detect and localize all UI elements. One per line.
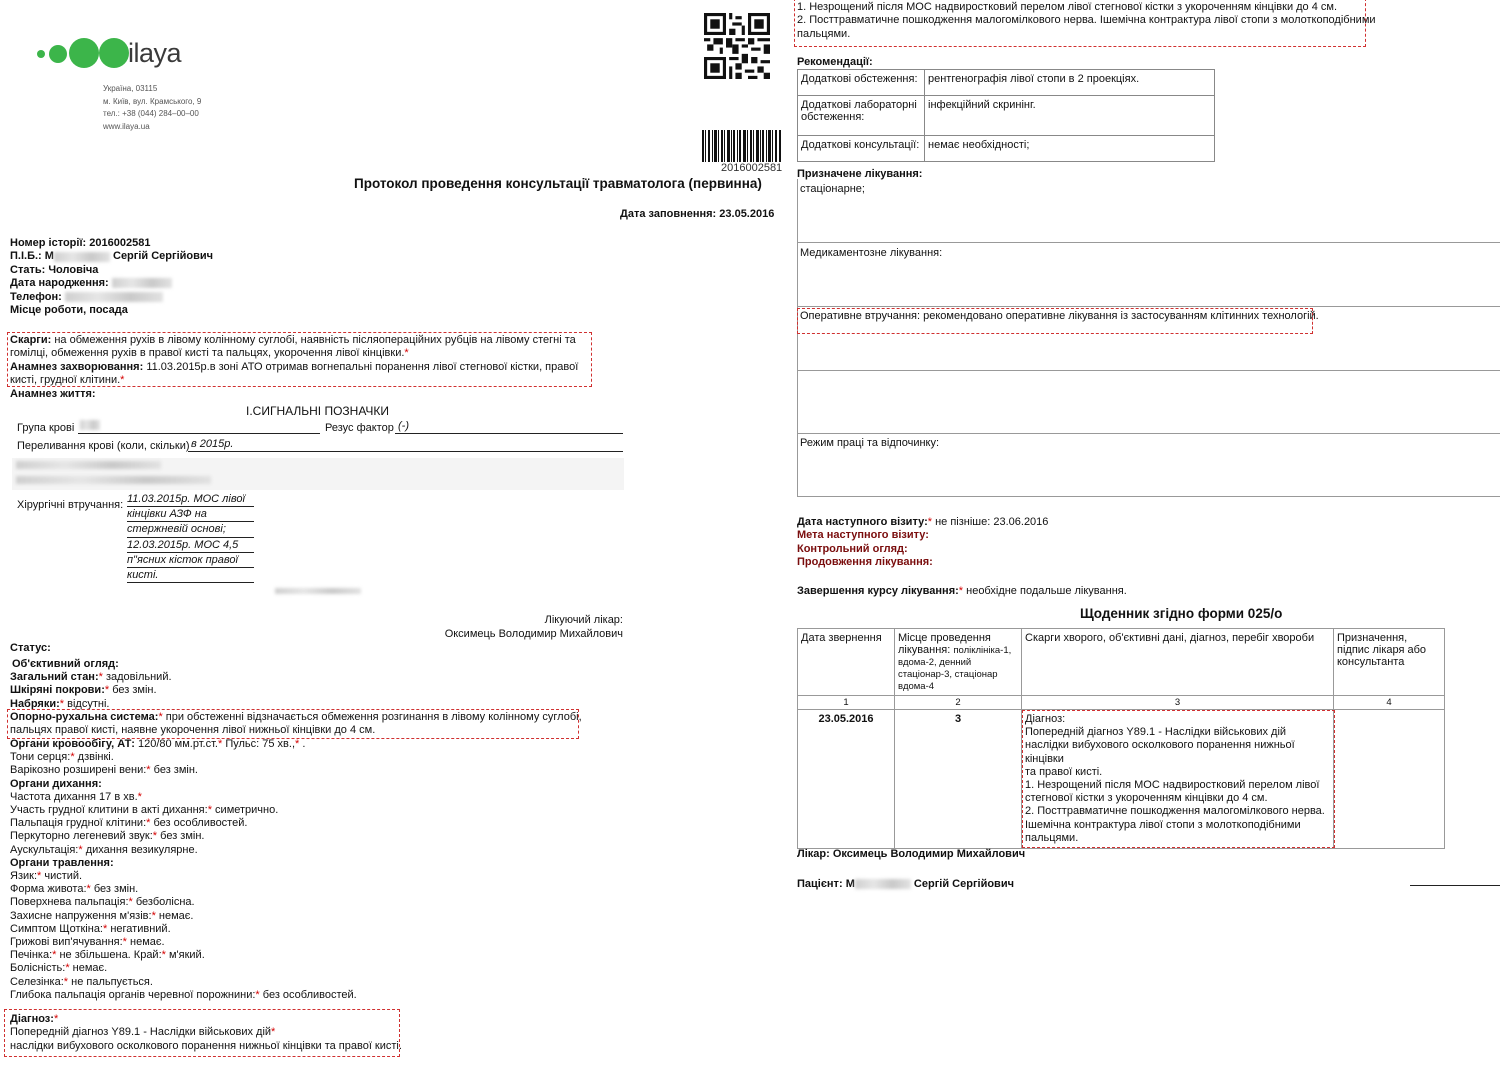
diary-table [797, 628, 1445, 849]
treatment-box [797, 179, 1500, 497]
table-row: Додаткові лабораторні обстеження: інфекційний скринінг. [798, 96, 1215, 136]
rhesus-label: Резус фактор [325, 422, 394, 434]
logo-text: ilaya [128, 38, 182, 68]
fill-date: Дата заповнення: 23.05.2016 [620, 208, 775, 220]
redacted-signal-rows [12, 458, 624, 490]
signals-title: I.СИГНАЛЬНІ ПОЗНАЧКИ [246, 404, 390, 418]
recommendations-title: Рекомендації: [797, 56, 873, 68]
logo [36, 36, 196, 72]
exam-musculo: Опорно-рухальна система:* при обстеженні відзначається обмеження розгинання в лівому колінному суглобі, пальцях правої кисті, наявне укорочення лівої нижньої кінцівки до 4 см. [10, 711, 582, 737]
redacted-surname [54, 252, 110, 262]
next-visit: Дата наступного візиту:* не пізніше: 23.06.2016 Мета наступного візиту: Контрольний огляд: Продовження лікування: [797, 516, 1049, 569]
barcode-icon [702, 130, 782, 162]
patient-sex: Стать: Чоловіча [10, 263, 99, 276]
document-title: Протокол проведення консультації травматолога (первинна) [354, 176, 762, 191]
barcode-number: 2016002581 [721, 162, 783, 174]
exam-title: Об'єктивний огляд: [12, 658, 119, 670]
surgery-label: Хірургічні втручання: [17, 499, 124, 511]
status-label: Статус: [10, 642, 51, 654]
complaints: Скарги: на обмеження рухів в лівому колінному суглобі, наявність післяопераційних рубців на лівому стегні та гомілці, обмеження рухів в правої кисті та пальцях, укорочення лівої кінцівки.* Анамнез захворювання: 11.03.2015р.в зоні АТО отримав вогнепальні поранення лівої стегнової кістки, правої кисті, грудної клітини.* Анамнез життя: [10, 334, 590, 401]
logo-graphic-icon [36, 36, 131, 68]
diary-title: Щоденник згідно форми 025/о [1080, 606, 1283, 621]
exam-organs: Органи кровообігу, АТ: 120/80 мм.рт.ст.* Пульс: 75 хв.,* . Тони серця:* дзвінкі. Варікозно розширені вени:* без змін. Органи дихання: Частота дихання 17 в хв.* Участь грудної клитини в акті дихання:* симетрично. Пальпація грудної клітини:* без особливостей. Перкуторно легеневий звук:* без змін. Аускультація:* дихання везикулярне. Органи травлення: Язик:* чистий. Форма живота:* без змін. Поверхнева пальпація:* безболісна. Захисне напруження м'язів:* немає. Симптом Щоткіна:* негативний. Грижові вип'ячування:* немає. Печінка:* не збільшена. Край:* м'який. Болісність:* немає. Селезінка:* не пальпується. Глибока пальпація органів черевної порожнини:* без особливостей. [10, 738, 357, 1001]
treatment-stationary: стаціонарне; [800, 183, 865, 195]
diagnosis: Діагноз:* Попередній діагноз Y89.1 - Наслідки військових дій* наслідки вибухового осколкового поранення нижньої кінцівки та правої кисті. [10, 1013, 402, 1052]
table-row: 1 2 3 4 [798, 696, 1445, 710]
patient-info [10, 237, 213, 317]
doctor-signature: Лікар: Оксимець Володимир Михайлович [797, 848, 1026, 860]
redacted-surname [855, 879, 911, 889]
surgery-lines: 11.03.2015р. МОС лівої кінцівки АЗФ на стержневій основі; 12.03.2015р. МОС 4,5 п"ясних кісток правої кисті. [127, 492, 254, 583]
history-number: Номер історії: 2016002581 [10, 237, 151, 249]
patient-work: Місце роботи, посада [10, 304, 128, 317]
qr-code-icon [704, 13, 770, 79]
treatment-operative: Оперативне втручання: рекомендовано оперативне лікування із застосуванням клітинних технологій. [800, 310, 1319, 322]
treatment-title: Призначене лікування: [797, 168, 923, 180]
table-row: Додаткові консультації: немає необхідності; [798, 136, 1215, 162]
table-row: Дата звернення Місце проведення лікування: поліклініка-1, вдома-2, денний стаціонар-3, стаціонар вдома-4 Скарги хворого, об'єктивні дані, діагноз, перебіг хвороби Призначення, підпис лікаря або консультанта [798, 629, 1445, 696]
patient-name: П.І.Б.: М Сергій Сергійович [10, 250, 214, 263]
blood-group-label: Група крові [17, 422, 75, 434]
attending-doctor: Лікуючий лікар: Оксимець Володимир Михайлович [444, 614, 623, 640]
treatment-regime: Режим праці та відпочинку: [800, 437, 940, 449]
transfusion-value: в 2015р. [191, 438, 234, 450]
life-anamnesis-label: Анамнез життя: [10, 387, 96, 400]
redacted-note [275, 588, 361, 594]
table-row: 23.05.2016 3 Діагноз: Попередній діагноз Y89.1 - Наслідки військових дій наслідки вибухового осколкового поранення нижньої кінцівки та правої кисті. 1. Незрощений після МОС надвиростковий перелом лівої стегнової кістки з укороченням кінцівки до 4 см. 2. Посттравматичне пошкодження малогомілкового нерва. Ішемічна контрактура лівої стопи з молоткоподібними пальцями. [798, 710, 1445, 849]
signature-line [1410, 885, 1500, 886]
redacted-blood-group [80, 420, 100, 430]
rhesus-value: (-) [398, 420, 409, 432]
exam-general: Загальний стан:* задовільний. Шкіряні покрови:* без змін. Набряки:* відсутні. [10, 671, 172, 710]
patient-phone: Телефон: [10, 291, 213, 304]
patient-signature: Пацієнт: М Сергій Сергійович [797, 878, 1014, 890]
redacted-dob [112, 278, 172, 288]
right-top-diagnosis: 1. Незрощений після МОС надвиростковий перелом лівої стегнової кістки з укороченням кінцівки до 4 см. 2. Посттравматичне пошкодження малогомілкового нерва. Ішемічна контрактура лівої стопи з молоткоподібними пальцями. [797, 1, 1376, 40]
table-row: Додаткові обстеження: рентгенографія лівої стопи в 2 проекціях. [798, 70, 1215, 96]
treatment-medication: Медикаментозне лікування: [800, 247, 943, 259]
course-completion: Завершення курсу лікування:* необхідне подальше лікування. [797, 585, 1127, 597]
recommendations-table [797, 69, 1215, 162]
transfusion-label: Переливання крові (коли, скільки) [17, 440, 190, 452]
clinic-address: Україна, 03115 м. Київ, вул. Крамського, 9 тел.: +38 (044) 284–00–00 www.ilaya.ua [103, 84, 202, 131]
patient-dob: Дата народження: [10, 277, 213, 290]
redacted-phone [65, 292, 163, 302]
